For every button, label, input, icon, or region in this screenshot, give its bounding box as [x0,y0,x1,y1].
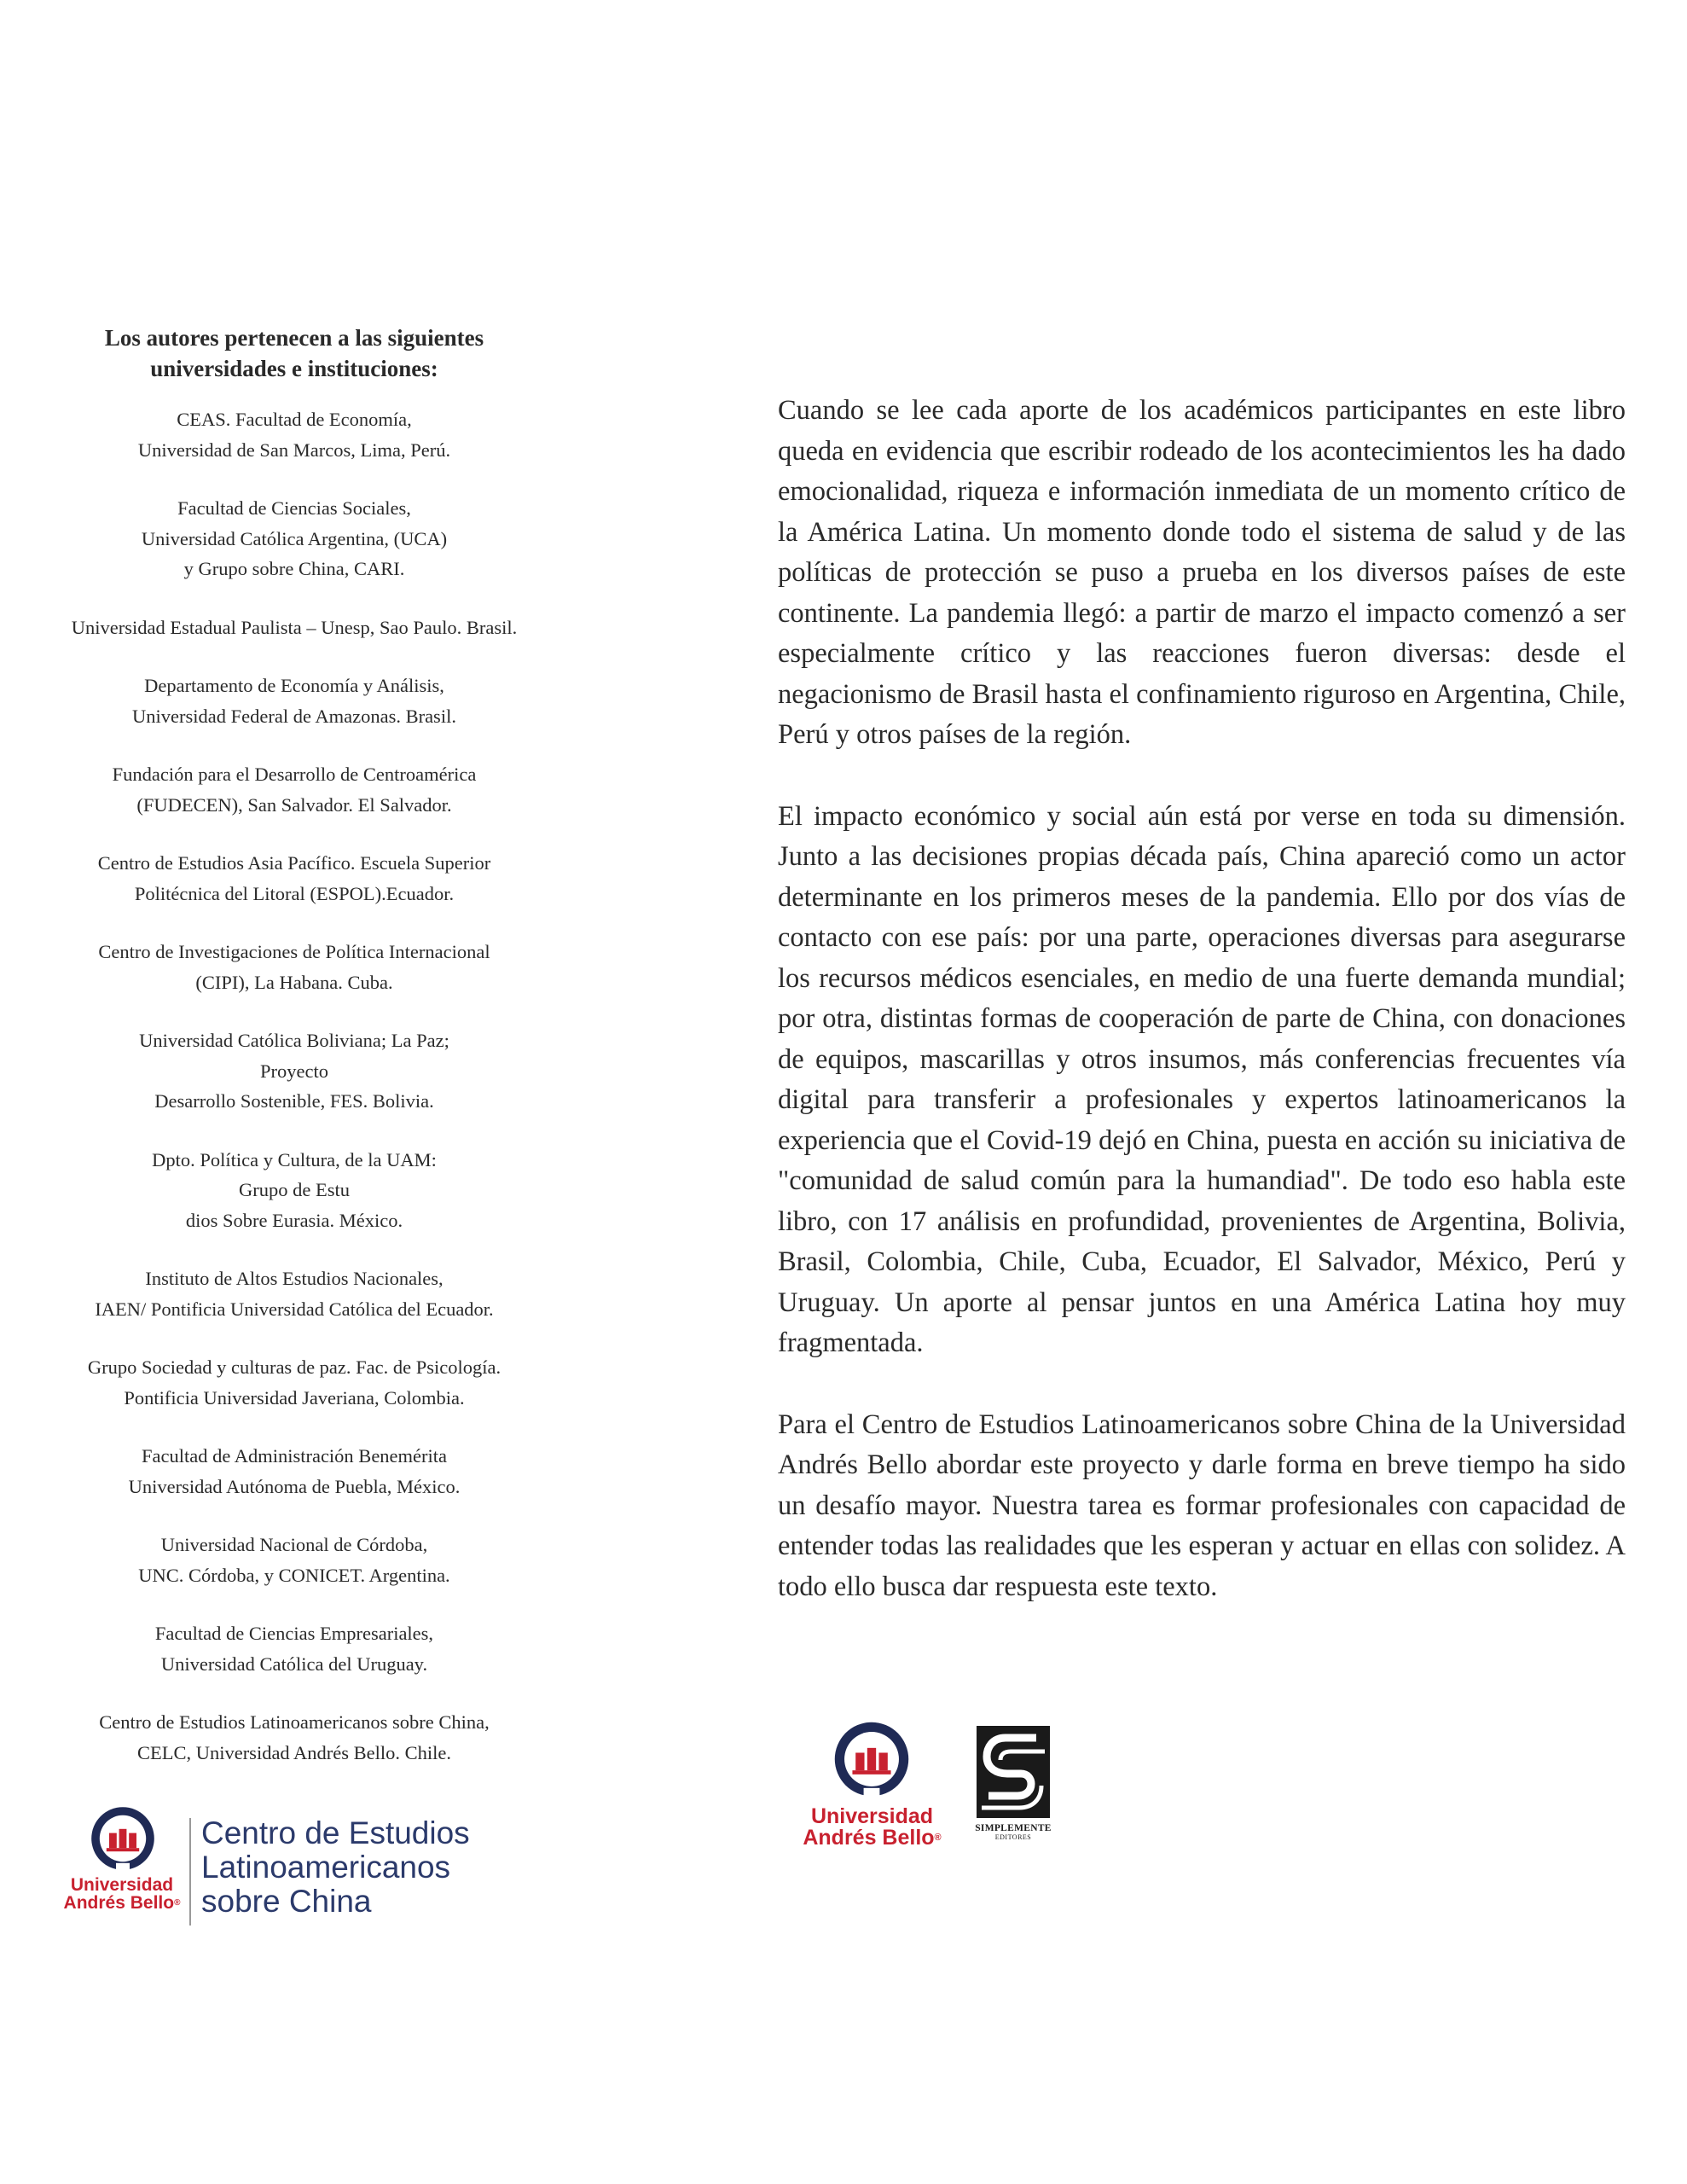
simplemente-s-icon [977,1726,1050,1818]
editores-label: EDITORES [994,1833,1032,1841]
celc-line: Latinoamericanos [201,1850,451,1885]
institution-entry [51,493,537,584]
institution-line: Desarrollo Sostenible, FES. Bolivia. [154,1090,434,1112]
institution-line: Universidad Católica del Uruguay. [160,1653,428,1675]
institution-entry [51,404,537,465]
institution-line: Universidad Estadual Paulista – Unesp, Sao Paulo. Brasil. [71,616,518,638]
registered-mark: ® [934,1833,942,1843]
institution-line: Grupo Sociedad y culturas de paz. Fac. de Psicología. [87,1356,501,1378]
heading-line: universidades e instituciones: [150,356,438,381]
uab-wordmark-line: Universidad [70,1875,174,1895]
institution-line: Facultad de Ciencias Empresariales, [154,1623,434,1644]
uab-wordmark-line [58,1894,186,1912]
celc-line: sobre China [201,1884,372,1919]
institution-entry [51,1441,537,1502]
institution-line: Facultad de Administración Benemérita [141,1445,448,1467]
institutions-list [51,404,537,1768]
institution-line: IAEN/ Pontificia Universidad Católica del Ecuador. [95,1298,494,1320]
logo-divider [189,1818,191,1926]
paragraph: Cuando se lee cada aporte de los académicos participantes en este libro queda en evidencia que escribir rodeado de los acontecimientos les ha dado emocionalidad, riqueza e información inmediata de un momento crítico de la América Latina. Un momento donde todo el sistema de salud y de las políticas de protección se puso a prueba en los diversos países de este continente. La pandemia llegó: a partir de marzo el impacto comenzó a ser especialmente crítico y las reacciones fueron diversas: desde el negacionismo de Brasil hasta el confinamiento riguroso en Argentina, Chile, Perú y otros países de la región. [778,395,1626,750]
uab-wordmark-line [797,1827,947,1849]
institution-line: Instituto de Altos Estudios Nacionales, [145,1268,443,1289]
institution-entry [51,1352,537,1413]
institution-line: Dpto. Política y Cultura, de la UAM: [152,1148,437,1170]
institution-line: Universidad Nacional de Córdoba, [160,1534,428,1555]
institutions-heading [51,322,537,384]
institution-entry [51,613,537,643]
institution-line: (CIPI), La Habana. Cuba. [195,971,393,993]
registered-mark: ® [174,1898,181,1908]
heading-line: Los autores pertenecen a las siguientes [104,325,484,351]
celc-wordmark [201,1816,470,1919]
uab-crest-icon [89,1804,157,1873]
institution-entry [51,1263,537,1324]
simplemente-label: SIMPLEMENTE [975,1823,1052,1833]
institution-entry [51,671,537,731]
institution-line: Universidad Autónoma de Puebla, México. [128,1475,461,1497]
paragraph: El impacto económico y social aún está por verse en toda su dimensión. Junto a las decisiones propias década país, China apareció como un actor determinante en los primeros meses de la pandemia. Ello por dos vías de contacto con ese país: por una parte, operaciones diversas para asegurarse los recursos médicos esenciales, en medio de una fuerte demanda mundial; por otra, distintas formas de cooperación de parte de China, con donaciones de equipos, mascarillas y otros insumos, más conferencias frecuentes vía digital para transferir a profesionales y expertos latinoamericanos la experiencia que el Covid-19 dejó en China, puesta en acción su iniciativa de "comunidad de salud común para la humandiad". De todo eso habla este libro, con 17 análisis en profundidad, provenientes de Argentina, Bolivia, Brasil, Colombia, Chile, Cuba, Ecuador, El Salvador, México, Perú y Uruguay. Un aporte al pensar juntos en una América Latina hoy muy fragmentada. [778,800,1626,1358]
institution-line: Universidad Católica Boliviana; La Paz; [139,1030,449,1051]
uab-wordmark-line: Universidad [810,1804,934,1828]
simplemente-editores-logo [971,1726,1056,1854]
institution-entry [51,1025,537,1117]
institution-entry [51,759,537,820]
institution-line: dios Sobre Eurasia. México. [185,1209,403,1231]
institution-line: UNC. Córdoba, y CONICET. Argentina. [138,1564,450,1586]
institution-line: (FUDECEN), San Salvador. El Salvador. [136,793,452,816]
institution-line: Politécnica del Litoral (ESPOL).Ecuador. [134,882,455,904]
paragraph: Para el Centro de Estudios Latinoamericanos sobre China de la Universidad Andrés Bello abordar este proyecto y darle forma en breve tiempo ha sido un desafío mayor. Nuestra tarea es formar profesionales con capacidad de entender todas las realidades que les esperan y actuar en ellas con solidez. A todo ello busca dar respuesta este texto. [778,1409,1626,1602]
institution-line: Pontificia Universidad Javeriana, Colombia. [124,1386,465,1409]
institution-line: Departamento de Economía y Análisis, [144,675,444,696]
institution-line: CEAS. Facultad de Economía, [177,409,412,430]
institutions-column [51,322,537,1796]
institution-line: Fundación para el Desarrollo de Centroamérica [112,764,477,785]
institution-entry [51,1707,537,1768]
institution-entry [51,1618,537,1679]
institution-line: Centro de Investigaciones de Política Internacional [98,941,490,962]
institution-line: Centro de Estudios Asia Pacífico. Escuela Superior [97,852,491,874]
institution-entry [51,1530,537,1590]
uab-wordmark-line2: Andrés Bello [63,1893,175,1913]
uab-wordmark [797,1806,947,1849]
celc-logo [58,1804,536,1932]
institution-line: Proyecto [260,1060,328,1082]
institution-line: Grupo de Estu [239,1179,350,1200]
institution-line: Centro de Estudios Latinoamericanos sobre China, [99,1711,490,1733]
institution-entry [51,848,537,909]
celc-line: Centro de Estudios [201,1815,470,1850]
uab-wordmark [58,1876,186,1912]
institution-line: y Grupo sobre China, CARI. [183,558,405,579]
back-cover-text [778,391,1626,1648]
institution-line: Facultad de Ciencias Sociales, [177,497,411,519]
institution-entry [51,1145,537,1236]
simplemente-caption [971,1823,1056,1841]
uab-wordmark-line2: Andrés Bello [803,1826,935,1850]
institution-line: Universidad Federal de Amazonas. Brasil. [132,705,456,727]
institution-line: Universidad de San Marcos, Lima, Perú. [137,439,451,461]
institution-entry [51,937,537,997]
institution-line: CELC, Universidad Andrés Bello. Chile. [136,1741,452,1763]
institution-line: Universidad Católica Argentina, (UCA) [141,527,448,549]
uab-crest-icon [832,1719,912,1799]
uab-logo [797,1719,947,1856]
